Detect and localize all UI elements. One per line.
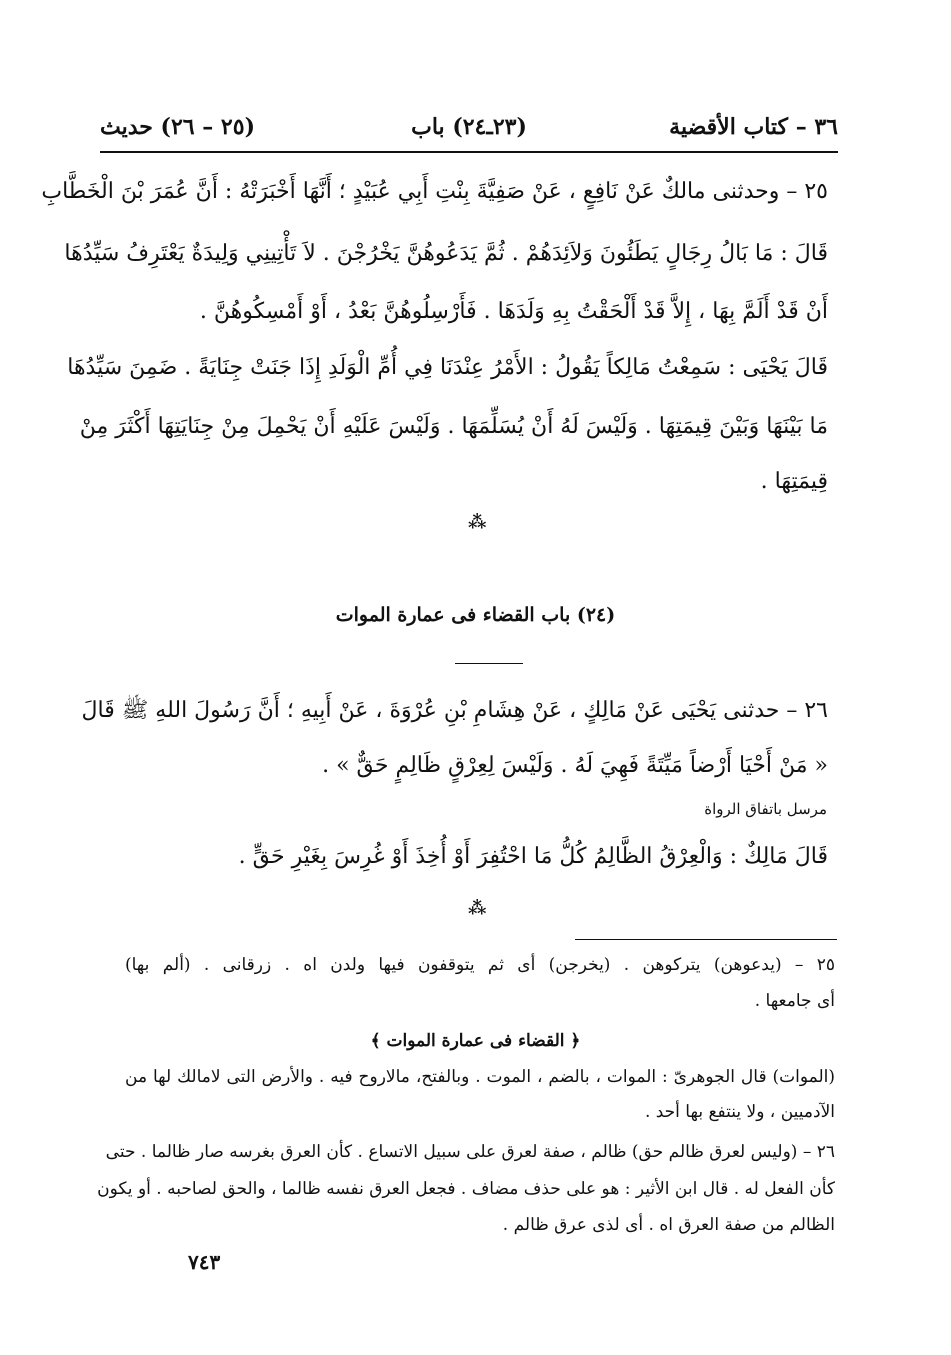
running-header (100, 108, 838, 148)
footnote-rule (575, 939, 837, 940)
footnote-mawat-line-1: (الموات) قال الجوهرىّ : الموات ، بالضم ، الموت . وبالفتح، مالاروح فيه . والأرض التى لامالك لها من (125, 1067, 835, 1087)
footnote-section-title: ﴿ القضاء فى عمارة الموات ﴾ (370, 1031, 581, 1051)
hadith-26-comment: قَالَ مَالِكٌ : وَالْعِرْقُ الظَّالِمُ كُلُّ مَا احْتُفِرَ أَوْ أُخِذَ أَوْ غُرِسَ بِغَيْرِ حَقٍّ . (238, 844, 828, 869)
header-book-title: ٣٦ – كتاب الأقضية (669, 114, 838, 140)
hadith-25-line-2: قَالَ : مَا بَالُ رِجَالٍ يَطَئُونَ وَلاَئِدَهُمْ . ثُمَّ يَدَعُوهُنَّ يَخْرُجْنَ . لاَ تَأْتِينِي وَلِيدَةٌ يَعْتَرِفُ سَيِّدُهَا (64, 241, 828, 266)
hadith-26-line-2: « مَنْ أَحْيَا أَرْضاً مَيِّتَةً فَهِيَ لَهُ . وَلَيْسَ لِعِرْقٍ ظَالِمٍ حَقٌّ » . (322, 753, 828, 778)
hadith-25-comment-line-3: قِيمَتِهَا . (760, 469, 828, 494)
separator-stars-2: ⁂ (468, 898, 488, 919)
header-chapter-range: (٢٣ـ٢٤) باب (411, 114, 527, 140)
footnote-25-line-2: أى جامعها . (754, 991, 835, 1011)
footnote-26-line-2: كأن الفعل له . قال ابن الأثير : هو على حذف مضاف . فجعل العرق نفسه ظالما ، والحق لصاحبه . أو يكون (97, 1179, 835, 1199)
header-hadith-range: (٢٥ – ٢٦) حديث (100, 114, 255, 140)
footnote-26-line-1: ٢٦ – (وليس لعرق ظالم حق) ظالم ، صفة لعرق على سبيل الاتساع . كأن العرق بغرسه صار ظالما . حتى (105, 1142, 835, 1162)
footnote-mawat-line-2: الآدميين ، ولا ينتفع بها أحد . (644, 1102, 835, 1122)
page-number: ٧٤٣ (188, 1250, 221, 1274)
hadith-25-line-1: ٢٥ – وحدثنى مالكٌ عَنْ نَافِعٍ ، عَنْ صَفِيَّةَ بِنْتِ أَبِي عُبَيْدٍ ؛ أَنَّهَا أَخْبَرَتْهُ : أَنَّ عُمَرَ بْنَ الْخَطَّابِ (41, 179, 828, 204)
hadith-25-comment-line-2: مَا بَيْنَهَا وَبَيْنَ قِيمَتِهَا . وَلَيْسَ لَهُ أَنْ يُسَلِّمَهَا . وَلَيْسَ عَلَيْهِ أَنْ يَحْمِلَ مِنْ جِنَايَتِهَا أَكْثَرَ مِنْ (79, 414, 828, 439)
hadith-25-comment-line-1: قَالَ يَحْيَى : سَمِعْتُ مَالِكاً يَقُولُ : الأَمْرُ عِنْدَنَا فِي أُمِّ الْوَلَدِ إِذَا جَنَتْ جِنَايَةً . ضَمِنَ سَيِّدُهَا (67, 355, 828, 380)
chapter-title: (٢٤) باب القضاء فى عمارة الموات (335, 604, 616, 626)
isnad-note: مرسل باتفاق الرواة (704, 800, 827, 818)
hadith-25-line-3: أَنْ قَدْ أَلَمَّ بِهَا ، إِلاَّ قَدْ أَلْحَقْتُ بِهِ وَلَدَهَا . فَأَرْسِلُوهُنَّ بَعْدُ ، أَوْ أَمْسِكُوهُنَّ . (199, 299, 828, 324)
header-rule (100, 151, 838, 153)
hadith-26-line-1: ٢٦ – حدثنى يَحْيَى عَنْ مَالِكٍ ، عَنْ هِشَامِ بْنِ عُرْوَةَ ، عَنْ أَبِيهِ ؛ أَنَّ رَسُولَ اللهِ ﷺ قَالَ (81, 698, 828, 723)
separator-stars-1: ⁂ (468, 512, 488, 533)
footnote-26-line-3: الظالم من صفة العرق اه . أى لذى عرق ظالم . (502, 1215, 835, 1235)
chapter-title-rule (455, 663, 523, 664)
footnote-25-line-1: ٢٥ – (يدعوهن) يتركوهن . (يخرجن) أى ثم يتوقفون فيها ولدن اه . زرقانى . (ألم بها) (125, 955, 835, 975)
